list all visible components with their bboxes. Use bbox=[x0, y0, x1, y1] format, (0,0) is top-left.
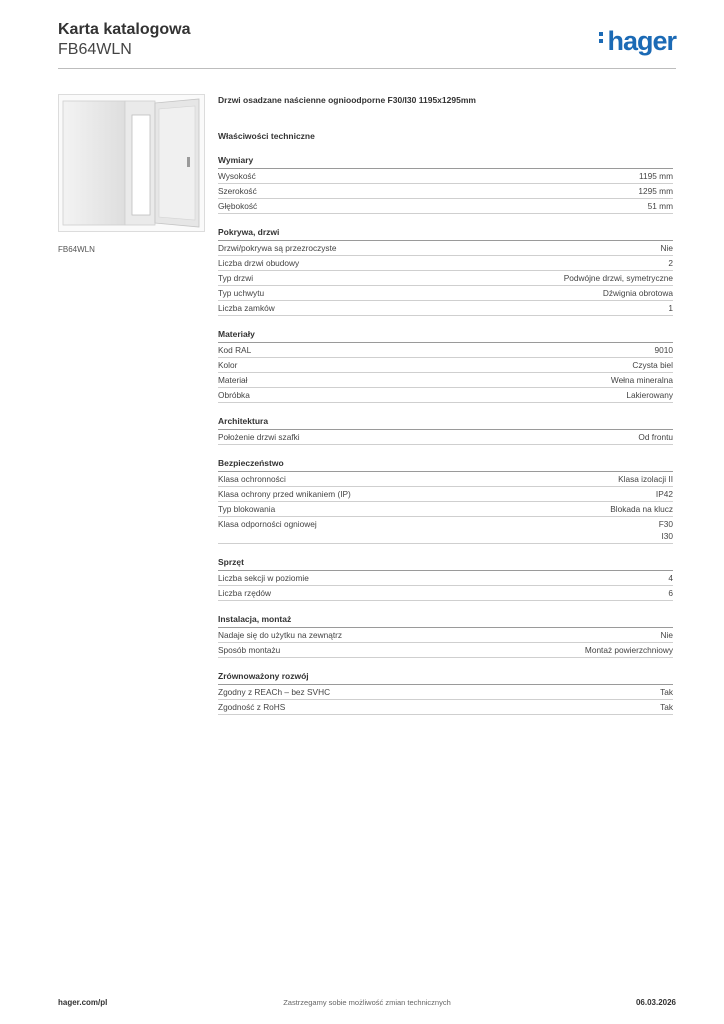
spec-row bbox=[218, 517, 673, 544]
section-title: Architektura bbox=[218, 415, 673, 430]
spec-row bbox=[218, 286, 673, 301]
spec-label: Kod RAL bbox=[218, 345, 252, 355]
spec-value: 1295 mm bbox=[638, 186, 673, 196]
technical-properties-heading: Właściwości techniczne bbox=[218, 131, 315, 141]
spec-label: Zgodny z REACh – bez SVHC bbox=[218, 687, 331, 697]
spec-row bbox=[218, 628, 673, 643]
spec-value: Nie bbox=[660, 243, 673, 253]
spec-row bbox=[218, 700, 673, 715]
spec-value: Tak bbox=[660, 702, 673, 712]
specifications bbox=[218, 94, 673, 715]
spec-label: Zgodność z RoHS bbox=[218, 702, 286, 712]
cabinet-illustration-icon bbox=[59, 95, 204, 231]
footer-date: 06.03.2026 bbox=[635, 998, 676, 1007]
spec-row bbox=[218, 472, 673, 487]
spec-label: Klasa odporności ogniowej bbox=[218, 519, 317, 529]
spec-label: Klasa ochrony przed wnikaniem (IP) bbox=[218, 489, 351, 499]
spec-value: 6 bbox=[668, 588, 673, 598]
spec-sections bbox=[218, 154, 673, 715]
spec-value: 2 bbox=[668, 258, 673, 268]
spec-row bbox=[218, 430, 673, 445]
spec-value: 1195 mm bbox=[639, 171, 673, 181]
spec-row bbox=[218, 271, 673, 286]
header-divider bbox=[58, 68, 676, 69]
product-image bbox=[58, 94, 205, 232]
image-caption: FB64WLN bbox=[58, 245, 95, 254]
spec-row bbox=[218, 388, 673, 403]
spec-value: 4 bbox=[668, 573, 673, 583]
section-title: Zrównoważony rozwój bbox=[218, 670, 673, 685]
section-title: Pokrywa, drzwi bbox=[218, 226, 673, 241]
spec-section bbox=[218, 328, 673, 403]
spec-section bbox=[218, 415, 673, 445]
spec-label: Materiał bbox=[218, 375, 248, 385]
section-title: Sprzęt bbox=[218, 556, 673, 571]
spec-label: Wysokość bbox=[218, 171, 256, 181]
spec-row bbox=[218, 487, 673, 502]
spec-row bbox=[218, 643, 673, 658]
product-code: FB64WLN bbox=[58, 41, 132, 58]
product-description: Drzwi osadzane naścienne ognioodporne F30/I30 1195x1295mm bbox=[218, 95, 476, 105]
spec-label: Nadaje się do użytku na zewnątrz bbox=[218, 630, 343, 640]
spec-value: IP42 bbox=[655, 489, 673, 499]
spec-label: Typ blokowania bbox=[218, 504, 276, 514]
spec-label: Głębokość bbox=[218, 201, 258, 211]
spec-label: Typ drzwi bbox=[218, 273, 254, 283]
spec-label: Położenie drzwi szafki bbox=[218, 432, 300, 442]
spec-row bbox=[218, 184, 673, 199]
spec-value: Tak bbox=[660, 687, 673, 697]
footer-disclaimer: Zastrzegamy sobie możliwość zmian technicznych bbox=[283, 998, 451, 1007]
document-title: Karta katalogowa bbox=[58, 21, 191, 38]
spec-label: Sposób montażu bbox=[218, 645, 281, 655]
hager-logo bbox=[599, 26, 676, 56]
spec-label: Liczba drzwi obudowy bbox=[218, 258, 300, 268]
spec-section bbox=[218, 154, 673, 214]
spec-row bbox=[218, 256, 673, 271]
spec-value: Czysta biel bbox=[632, 360, 673, 370]
spec-value: F30 I30 bbox=[658, 519, 673, 541]
spec-row bbox=[218, 241, 673, 256]
spec-section bbox=[218, 670, 673, 715]
spec-row bbox=[218, 343, 673, 358]
section-title: Bezpieczeństwo bbox=[218, 457, 673, 472]
section-title: Materiały bbox=[218, 328, 673, 343]
spec-row bbox=[218, 301, 673, 316]
spec-section bbox=[218, 457, 673, 544]
section-title: Wymiary bbox=[218, 154, 673, 169]
spec-label: Kolor bbox=[218, 360, 238, 370]
spec-section bbox=[218, 613, 673, 658]
spec-label: Liczba zamków bbox=[218, 303, 275, 313]
spec-value: Nie bbox=[660, 630, 673, 640]
spec-row bbox=[218, 685, 673, 700]
spec-value: 51 mm bbox=[647, 201, 673, 211]
spec-section bbox=[218, 226, 673, 316]
logo-text: hager bbox=[607, 26, 676, 56]
spec-value: 9010 bbox=[654, 345, 673, 355]
spec-label: Liczba rzędów bbox=[218, 588, 272, 598]
spec-value: Montaż powierzchniowy bbox=[584, 645, 673, 655]
spec-label: Typ uchwytu bbox=[218, 288, 265, 298]
spec-section bbox=[218, 556, 673, 601]
spec-value: 1 bbox=[668, 303, 673, 313]
logo-dots-icon bbox=[599, 29, 605, 46]
spec-row bbox=[218, 586, 673, 601]
spec-value: Podwójne drzwi, symetryczne bbox=[563, 273, 673, 283]
footer-website: hager.com/pl bbox=[58, 998, 108, 1007]
spec-row bbox=[218, 358, 673, 373]
spec-row bbox=[218, 199, 673, 214]
spec-row bbox=[218, 502, 673, 517]
spec-label: Obróbka bbox=[218, 390, 250, 400]
spec-label: Szerokość bbox=[218, 186, 257, 196]
spec-label: Drzwi/pokrywa są przezroczyste bbox=[218, 243, 337, 253]
spec-value: Od frontu bbox=[638, 432, 673, 442]
section-title: Instalacja, montaż bbox=[218, 613, 673, 628]
spec-label: Liczba sekcji w poziomie bbox=[218, 573, 309, 583]
spec-value: Wełna mineralna bbox=[610, 375, 673, 385]
spec-value: Blokada na klucz bbox=[610, 504, 673, 514]
spec-row bbox=[218, 169, 673, 184]
spec-label: Klasa ochronności bbox=[218, 474, 286, 484]
spec-value: Klasa izolacji II bbox=[618, 474, 673, 484]
page-header bbox=[58, 20, 676, 60]
spec-value: Dźwignia obrotowa bbox=[602, 288, 673, 298]
spec-row bbox=[218, 373, 673, 388]
spec-value: Lakierowany bbox=[626, 390, 673, 400]
spec-row bbox=[218, 571, 673, 586]
